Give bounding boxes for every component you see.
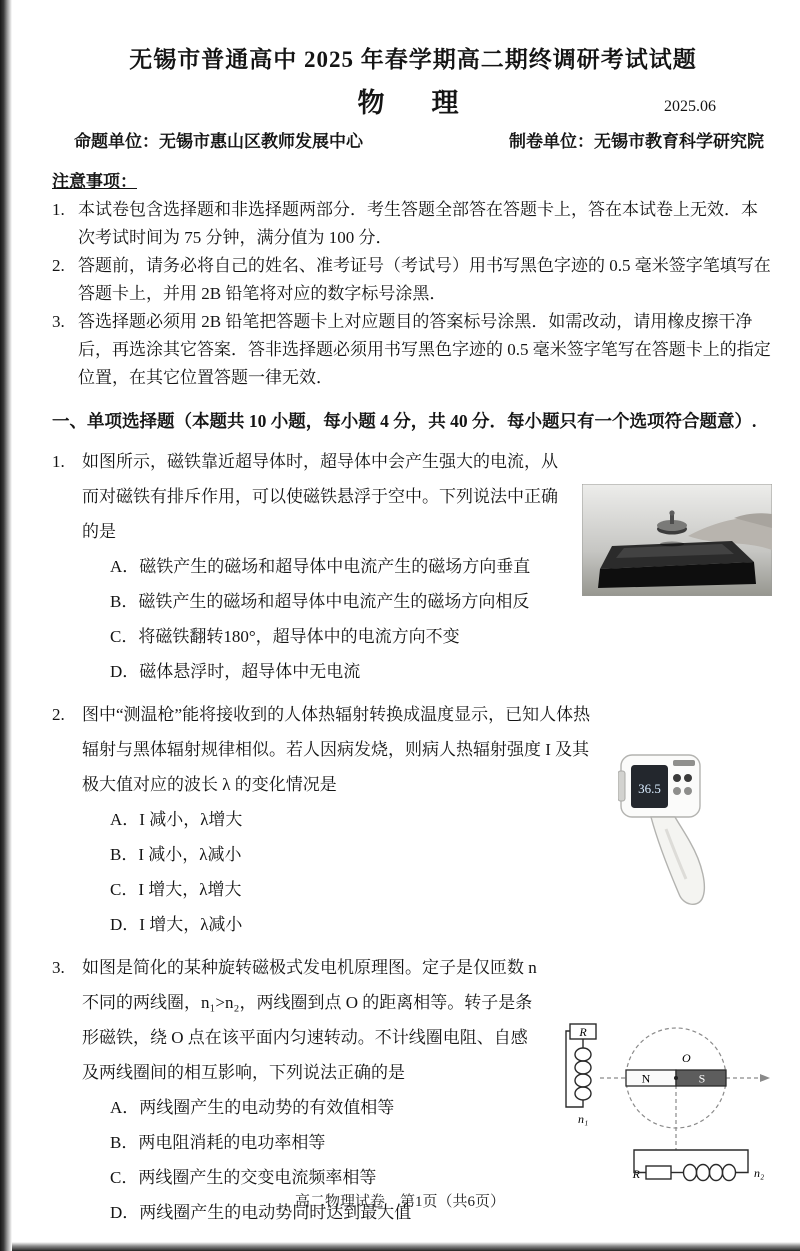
option-c: C．将磁铁翻转180°，超导体中的电流方向不变 [110, 627, 460, 646]
option-d: D．磁体悬浮时，超导体中无电流 [110, 662, 361, 681]
question-2-figure [618, 745, 718, 915]
thermometer-display: 36.5 [638, 781, 661, 796]
notice-item [52, 252, 774, 308]
coil-n1-label: n₁ [578, 1112, 589, 1126]
notice-section [52, 168, 774, 392]
notice-item-number: 3. [52, 312, 65, 331]
exam-date: 2025.06 [664, 98, 716, 115]
center-o-label: O [682, 1051, 691, 1065]
option-b: B．两电阻消耗的电功率相等 [110, 1133, 326, 1152]
option-d: D．I 增大，λ减小 [110, 915, 243, 934]
scan-shadow-left [0, 0, 12, 1251]
page-footer: 高二物理试卷 第1页（共6页） [294, 1194, 505, 1210]
question-stem-text: 如图是简化的某种旋转磁极式发电机原理图。定子是仅匝数 n 不同的两线圈，n₁>n₂，两线圈到点 O 的距离相等。转子是条形磁铁，绕 O 点在该平面内匀速转动。不计线圈电阻、自感及两线圈间的相互影响，下列说法正确的是 [82, 958, 537, 1082]
infrared-thermometer-image [618, 745, 718, 915]
resistor-2-label: R [632, 1167, 640, 1181]
question-number: 1. [52, 452, 65, 471]
option-d: D．两线圈产生的电动势同时达到最大值 [110, 1203, 412, 1222]
generator-diagram [556, 1020, 774, 1208]
question-number: 2. [52, 705, 65, 724]
notice-item-number: 1. [52, 200, 65, 219]
magnet-south-label: S [698, 1071, 706, 1086]
scan-shadow-bottom [0, 1242, 800, 1251]
resistor-1-label: R [579, 1025, 587, 1039]
org-maker: 制卷单位：无锡市教育科学研究院 [509, 132, 764, 151]
question-stem-text: 如图所示，磁铁靠近超导体时，超导体中会产生强大的电流，从而对磁铁有排斥作用，可以使磁铁悬浮于空中。下列说法中正确的是 [82, 452, 558, 541]
question-2 [52, 697, 774, 942]
superconductor-levitation-photo [582, 484, 772, 596]
question-3 [52, 950, 774, 1230]
question-1-figure [582, 484, 772, 596]
org-setter: 命题单位：无锡市惠山区教师发展中心 [74, 132, 363, 151]
org-row [52, 128, 774, 156]
option-b: B．磁铁产生的磁场和超导体中电流产生的磁场方向相反 [110, 592, 530, 611]
notice-item [52, 308, 774, 392]
subject-row [52, 82, 774, 124]
question-3-figure [556, 1020, 774, 1208]
option-a: A．I 减小，λ增大 [110, 810, 243, 829]
notice-item [52, 196, 774, 252]
exam-title: 无锡市普通高中 2025 年春学期高二期终调研考试试题 [129, 47, 697, 72]
option-a: A．磁铁产生的磁场和超导体中电流产生的磁场方向垂直 [110, 557, 531, 576]
notice-item-number: 2. [52, 256, 65, 275]
coil-n2-label: n₂ [754, 1166, 765, 1180]
question-stem-text: 图中“测温枪”能将接收到的人体热辐射转换成温度显示，已知人体热辐射与黑体辐射规律相似。若人因病发烧，则病人热辐射强度 I 及其极大值对应的波长 λ 的变化情况是 [82, 705, 591, 794]
option-c: C．I 增大，λ增大 [110, 880, 242, 899]
exam-paper [52, 44, 774, 1230]
notice-item-text: 答题前，请务必将自己的姓名、准考证号（考试号）用书写黑色字迹的 0.5 毫米签字笔填写在答题卡上，并用 2B 铅笔将对应的数字标号涂黑． [78, 256, 771, 303]
option-b: B．I 减小，λ减小 [110, 845, 242, 864]
option-a: A．两线圈产生的电动势的有效值相等 [110, 1098, 395, 1117]
notice-heading: 注意事项： [52, 172, 137, 191]
notice-item-text: 答选择题必须用 2B 铅笔把答题卡上对应题目的答案标号涂黑．如需改动，请用橡皮擦干净后，再选涂其它答案．答非选择题必须用书写黑色字迹的 0.5 毫米签字笔写在答题卡上的指定位置，在其它位置答题一律无效． [78, 312, 771, 387]
magnet-north-label: N [641, 1071, 651, 1086]
option-c: C．两线圈产生的交变电流频率相等 [110, 1168, 377, 1187]
question-1 [52, 444, 774, 689]
section-heading: 一、单项选择题（本题共 10 小题，每小题 4 分，共 40 分．每小题只有一个选项符合题意）. [52, 411, 757, 431]
subject-title: 物 理 [357, 88, 469, 118]
notice-item-text: 本试卷包含选择题和非选择题两部分．考生答题全部答在答题卡上，答在本试卷上无效．本次考试时间为 75 分钟，满分值为 100 分． [78, 200, 758, 247]
question-number: 3. [52, 958, 65, 977]
